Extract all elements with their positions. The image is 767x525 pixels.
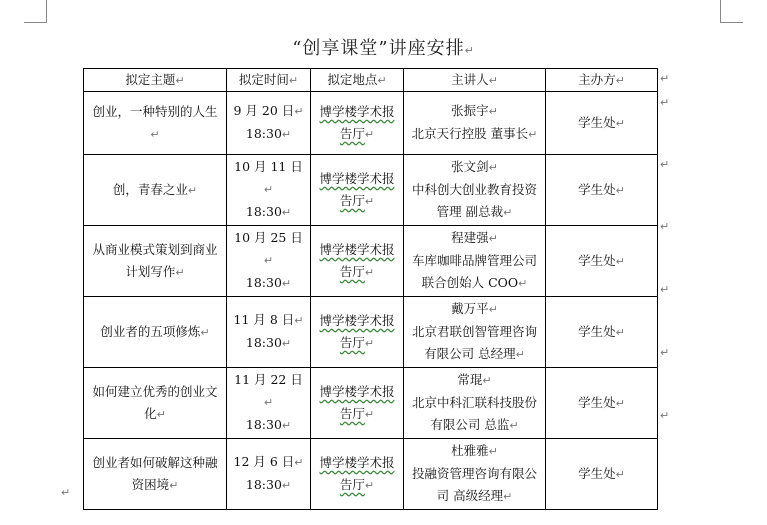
cell-place[interactable]: 博学楼学术报告厅↵: [311, 368, 404, 439]
row-end-mark-icon: ↵: [660, 409, 670, 422]
header-speaker: 主讲人↵: [404, 69, 546, 92]
cell-host[interactable]: 学生处↵: [546, 226, 658, 297]
row-end-mark-icon: ↵: [660, 220, 670, 233]
cell-time[interactable]: 9 月 20 日↵ 18:30↵: [227, 92, 311, 155]
table-row: [84, 226, 658, 297]
cell-time[interactable]: 10 月 25 日↵ 18:30↵: [227, 226, 311, 297]
paragraph-mark-icon: ↵: [464, 44, 475, 57]
cell-time[interactable]: 11 月 8 日↵ 18:30↵: [227, 297, 311, 368]
table-row: [84, 155, 658, 226]
header-host: 主办方↵: [546, 69, 658, 92]
row-end-mark-icon: ↵: [660, 158, 670, 171]
cell-place[interactable]: 博学楼学术报告厅↵: [311, 155, 404, 226]
cell-topic[interactable]: 从商业模式策划到商业计划写作↵: [84, 226, 227, 297]
cell-topic[interactable]: 创业者如何破解这种融资困境↵: [84, 439, 227, 510]
row-end-mark-icon: ↵: [660, 96, 670, 109]
cell-speaker[interactable]: 张振宇↵ 北京天行控股 董事长↵: [404, 92, 546, 155]
cell-place[interactable]: 博学楼学术报告厅↵: [311, 439, 404, 510]
end-paragraph-mark-icon: ↵: [61, 486, 71, 499]
cell-time[interactable]: 12 月 6 日↵ 18:30↵: [227, 439, 311, 510]
crop-mark-top-right: [720, 0, 743, 23]
cell-host[interactable]: 学生处↵: [546, 439, 658, 510]
table-row: [84, 92, 658, 155]
cell-host[interactable]: 学生处↵: [546, 155, 658, 226]
table-row: [84, 297, 658, 368]
header-topic: 拟定主题↵: [84, 69, 227, 92]
header-time: 拟定时间↵: [227, 69, 311, 92]
table-row: [84, 439, 658, 510]
crop-mark-top-left: [24, 0, 47, 23]
row-end-mark-icon: ↵: [660, 283, 670, 296]
cell-speaker[interactable]: 常琨↵ 北京中科汇联科技股份有限公司 总监↵: [404, 368, 546, 439]
row-end-mark-icon: ↵: [660, 72, 670, 85]
cell-host[interactable]: 学生处↵: [546, 368, 658, 439]
cell-topic[interactable]: 创业者的五项修炼↵: [84, 297, 227, 368]
cell-topic[interactable]: 如何建立优秀的创业文化↵: [84, 368, 227, 439]
cell-speaker[interactable]: 张文剑↵ 中科创大创业教育投资管理 副总裁↵: [404, 155, 546, 226]
row-end-mark-icon: ↵: [660, 346, 670, 359]
table-header-row: [84, 69, 658, 92]
cell-speaker[interactable]: 杜雅雅↵ 投融资管理咨询有限公司 高级经理↵: [404, 439, 546, 510]
cell-place[interactable]: 博学楼学术报告厅↵: [311, 297, 404, 368]
cell-speaker[interactable]: 戴万平↵ 北京君联创智管理咨询有限公司 总经理↵: [404, 297, 546, 368]
header-place: 拟定地点↵: [311, 69, 404, 92]
cell-topic[interactable]: 创，青春之业↵: [84, 155, 227, 226]
cell-topic[interactable]: 创业，一种特别的人生↵: [84, 92, 227, 155]
cell-host[interactable]: 学生处↵: [546, 297, 658, 368]
document-title: [0, 34, 767, 60]
cell-time[interactable]: 10 月 11 日↵ 18:30↵: [227, 155, 311, 226]
cell-host[interactable]: 学生处↵: [546, 92, 658, 155]
cell-place[interactable]: 博学楼学术报告厅↵: [311, 92, 404, 155]
lecture-schedule-table[interactable]: [83, 68, 658, 510]
table-row: [84, 368, 658, 439]
cell-speaker[interactable]: 程建强↵ 车库咖啡品牌管理公司联合创始人 COO↵: [404, 226, 546, 297]
cell-time[interactable]: 11 月 22 日↵ 18:30↵: [227, 368, 311, 439]
cell-place[interactable]: 博学楼学术报告厅↵: [311, 226, 404, 297]
title-text: “创享课堂”讲座安排: [292, 38, 465, 59]
